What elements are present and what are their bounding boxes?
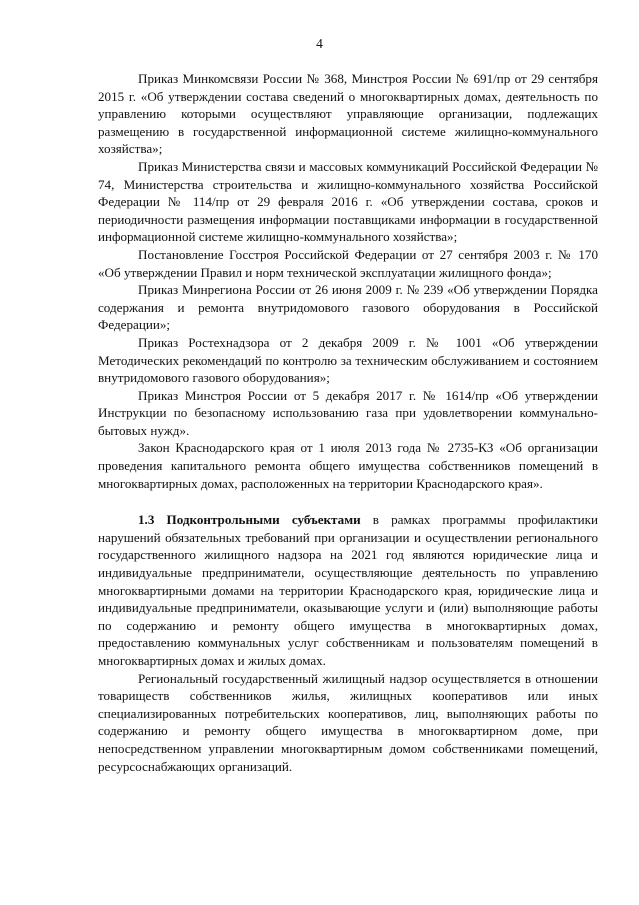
section-paragraph (98, 511, 598, 669)
reference-paragraph: Приказ Минрегиона России от 26 июня 2009 г. № 239 «Об утверждении Порядка содержания и ремонта внутридомового газового оборудования в Российской Федерации»; (98, 282, 598, 333)
section-lead-text: в рамках программы профилактики нарушений обязательных требований при организации и осуществлении регионального государственного жилищного надзора на 2021 год являются юридические лица и индивидуальные предприниматели, осуществляющие деятельность по управлению многоквартирными домами на территории Краснодарского края, юридические лица и индивидуальные предприниматели, оказывающие услуги и (или) выполняющие работы по содержанию и ремонту общего имущества в многоквартирных домах, предоставлению коммунальных услуг собственникам и пользователям помещений в многоквартирных домах и жилых домах. (98, 512, 598, 668)
page-number: 4 (316, 36, 323, 51)
legal-references-list (98, 70, 598, 775)
reference-paragraph: Закон Краснодарского края от 1 июля 2013 года № 2735-КЗ «Об организации проведения капитального ремонта общего имущества собственников помещений в многоквартирных домах, расположенных на территории Краснодарского края». (98, 440, 598, 491)
reference-paragraph: Постановление Госстроя Российской Федерации от 27 сентября 2003 г. № 170 «Об утверждении Правил и норм технической эксплуатации жилищного фонда»; (98, 246, 598, 280)
reference-paragraph: Приказ Ростехнадзора от 2 декабря 2009 г. № 1001 «Об утверждении Методических рекомендаций по контролю за техническим обслуживанием и состоянием внутридомового газового оборудования»; (98, 334, 598, 386)
section-paragraph-2: Региональный государственный жилищный надзор осуществляется в отношении товариществ собственников жилья, жилищных кооперативов или иных специализированных потребительских кооперативов, лиц, выполняющих работы по содержанию и ремонту общего имущества в многоквартирном доме, при непосредственном управлении многоквартирным домом собственниками помещений, ресурсоснабжающих организаций. (98, 670, 598, 774)
reference-paragraph: Приказ Минкомсвязи России № 368, Минстроя России № 691/пр от 29 сентября 2015 г. «Об утверждении состава сведений о многоквартирных домах, деятельность по управлению которыми осуществляют управляющие организации, подлежащих размещению в государственной информационной системе жилищно-коммунального хозяйства»; (98, 71, 598, 157)
reference-paragraph: Приказ Минстроя России от 5 декабря 2017 г. № 1614/пр «Об утверждении Инструкции по безопасному использованию газа при удовлетворении коммунально-бытовых нужд». (98, 387, 598, 438)
reference-paragraph: Приказ Министерства связи и массовых коммуникаций Российской Федерации № 74, Министерства строительства и жилищно-коммунального хозяйства Российской Федерации № 114/пр от 29 февраля 2016 г. «Об утверждении состава, сроков и периодичности размещения информации поставщиками информации в государственной информационной системе жилищно-коммунального хозяйства»; (98, 158, 598, 245)
section-gap (98, 492, 598, 511)
section-heading: 1.3 Подконтрольными субъектами (138, 512, 361, 528)
